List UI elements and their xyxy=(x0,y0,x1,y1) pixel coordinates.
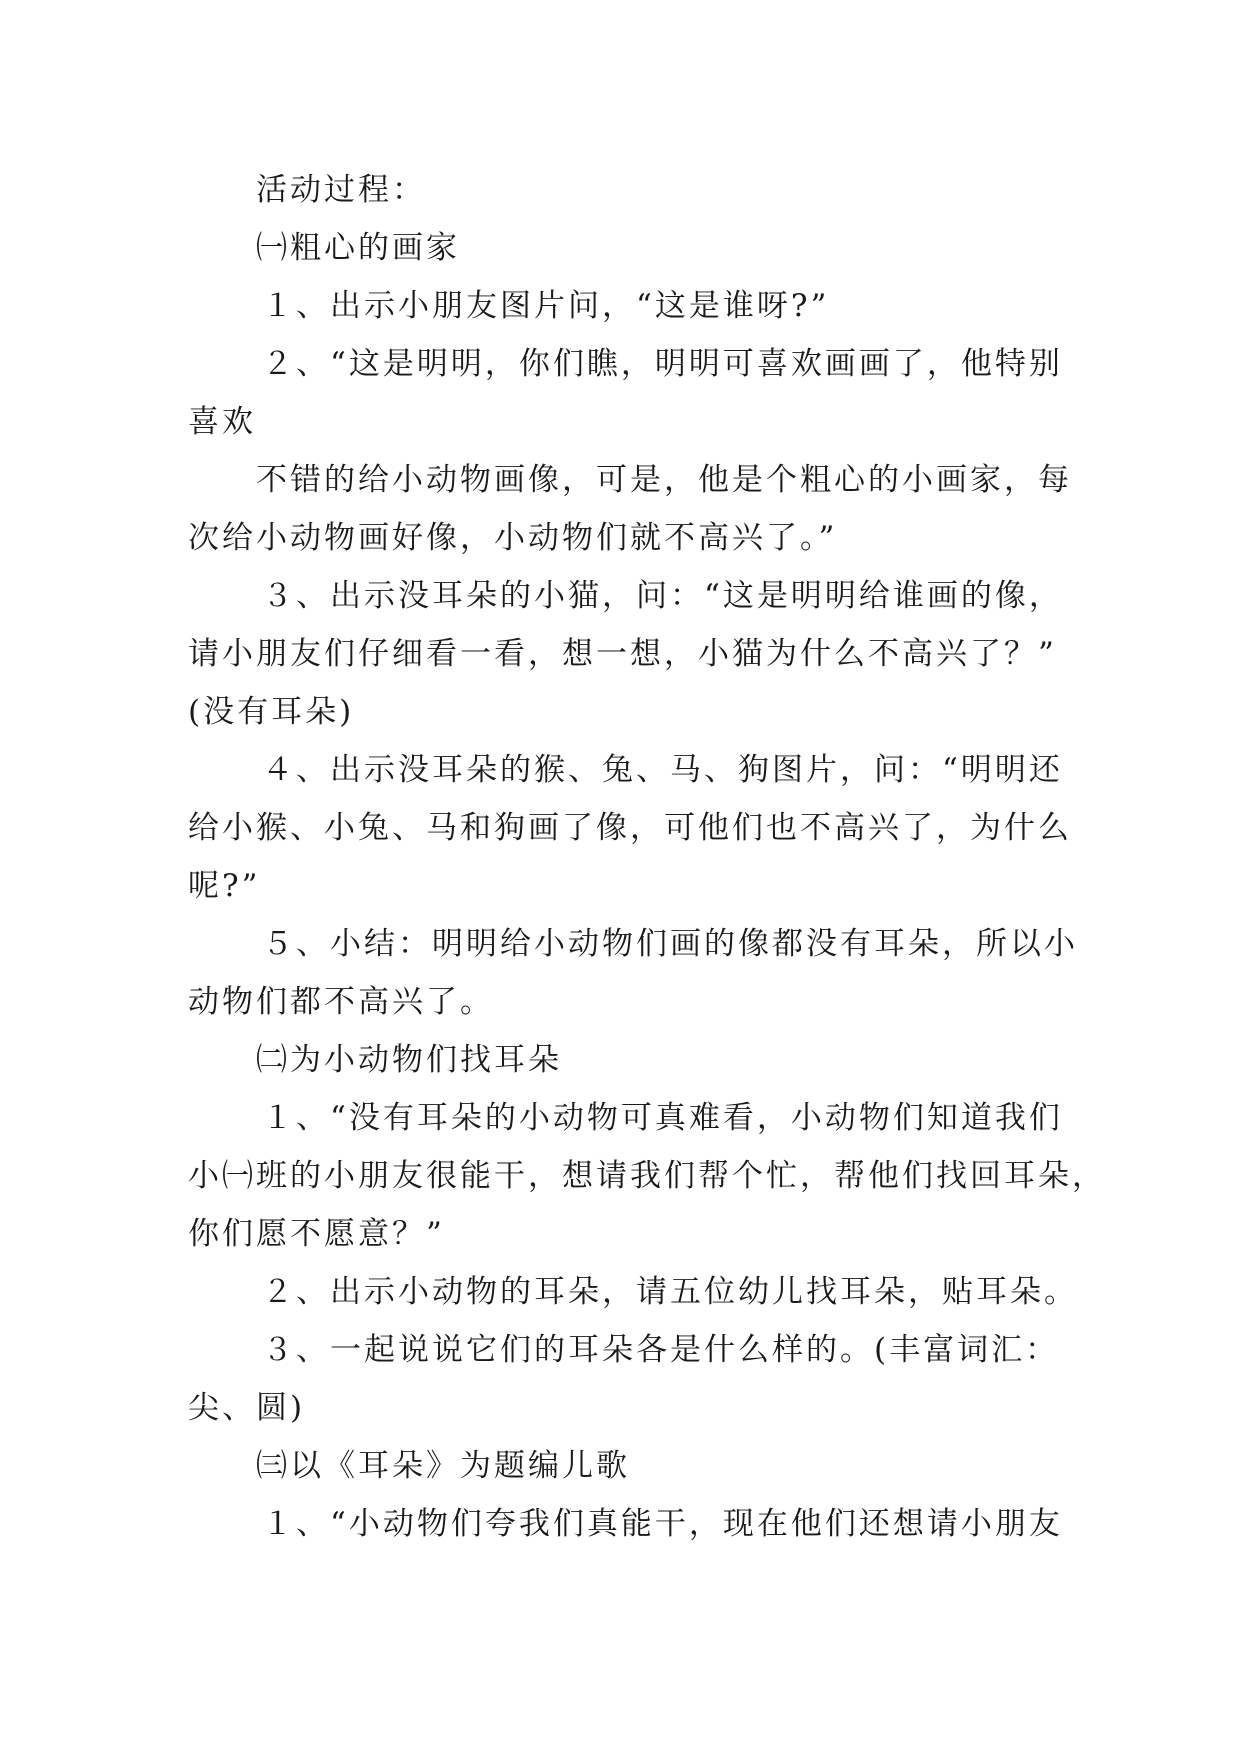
paragraph-line: 次给小动物画好像，小动物们就不高兴了。” xyxy=(188,520,838,556)
section-heading-3: ㈢以《耳朵》为题编儿歌 xyxy=(256,1448,630,1484)
paragraph-line: 动物们都不高兴了。 xyxy=(188,984,494,1020)
paragraph-line: ４、出示没耳朵的猴、兔、马、狗图片，问：“明明还 xyxy=(262,752,1063,788)
paragraph-line: 尖、圆) xyxy=(188,1390,306,1426)
document-body xyxy=(188,161,1106,1553)
paragraph-line: 不错的给小动物画像，可是，他是个粗心的小画家，每 xyxy=(256,462,1072,498)
paragraph-line: ３、一起说说它们的耳朵各是什么样的。(丰富词汇： xyxy=(262,1332,1060,1368)
section-heading-2: ㈡为小动物们找耳朵 xyxy=(256,1042,562,1078)
paragraph-line: ２、出示小动物的耳朵，请五位幼儿找耳朵，贴耳朵。 xyxy=(262,1274,1078,1310)
heading-activity-process: 活动过程： xyxy=(256,172,426,208)
paragraph-line: ５、小结：明明给小动物们画的像都没有耳朵，所以小 xyxy=(262,926,1078,962)
paragraph-line: １、出示小朋友图片问，“这是谁呀?” xyxy=(262,288,830,324)
paragraph-line: (没有耳朵) xyxy=(188,694,355,730)
paragraph-line: ２、“这是明明，你们瞧，明明可喜欢画画了，他特别 xyxy=(262,346,1063,382)
paragraph-line: 给小猴、小兔、马和狗画了像，可他们也不高兴了，为什么 xyxy=(188,810,1072,846)
paragraph-line: 小㈠班的小朋友很能干，想请我们帮个忙，帮他们找回耳朵， xyxy=(188,1158,1106,1194)
paragraph-line: １、“小动物们夸我们真能干，现在他们还想请小朋友 xyxy=(262,1506,1063,1542)
section-heading-1: ㈠粗心的画家 xyxy=(256,230,460,266)
paragraph-line: ３、出示没耳朵的小猫，问：“这是明明给谁画的像， xyxy=(262,578,1063,614)
paragraph-line: 你们愿不愿意？” xyxy=(188,1216,445,1252)
paragraph-line: 呢?” xyxy=(188,868,261,904)
paragraph-line: 请小朋友们仔细看一看，想一想，小猫为什么不高兴了？” xyxy=(188,636,1057,672)
paragraph-line: １、“没有耳朵的小动物可真难看，小动物们知道我们 xyxy=(262,1100,1063,1136)
paragraph-line: 喜欢 xyxy=(188,404,256,440)
